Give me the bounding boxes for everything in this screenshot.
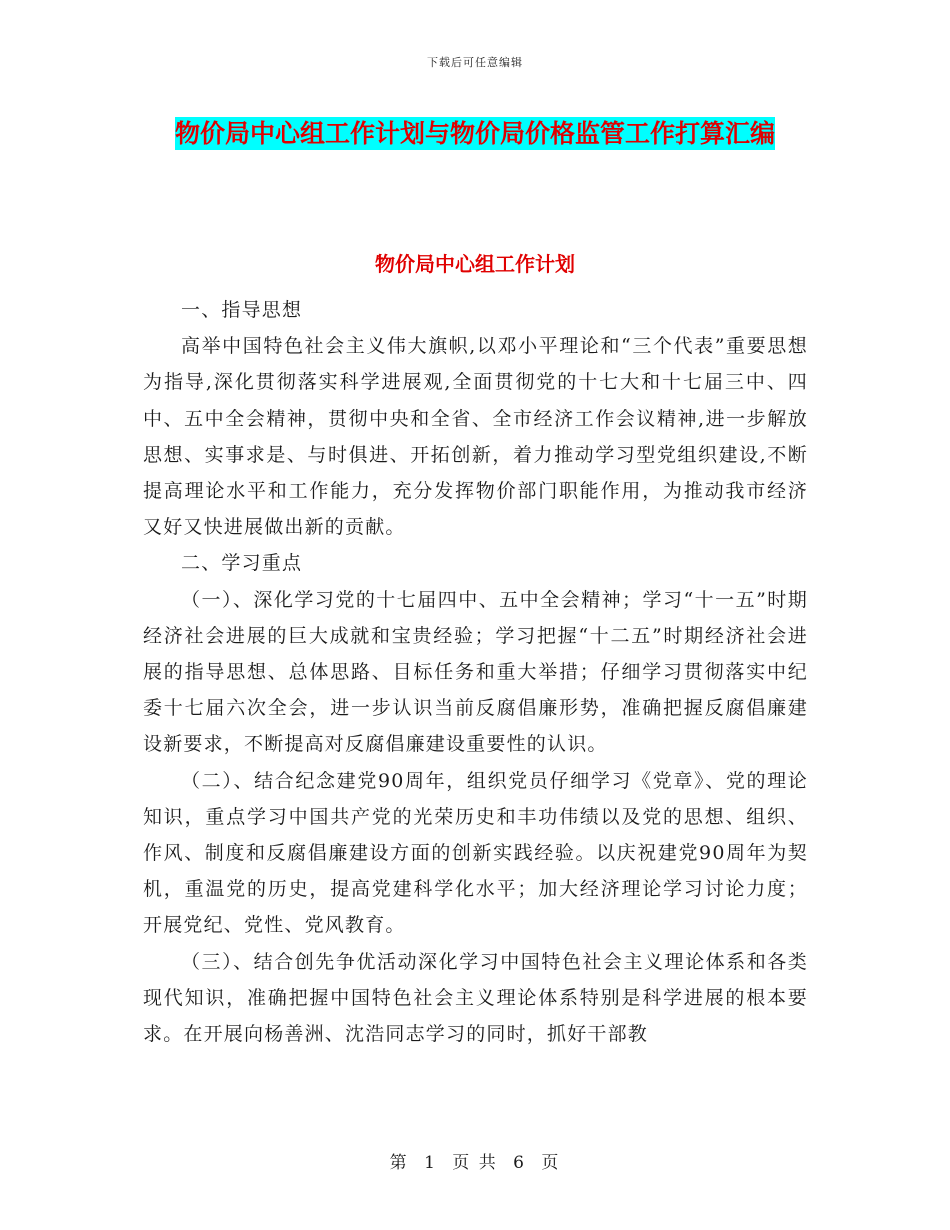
page-prefix: 第 [389,1153,409,1173]
page-total: 6 [513,1153,526,1173]
page-footer [0,1148,950,1173]
paragraph: （二）、结合纪念建党90周年，组织党员仔细学习《党章》、党的理论知识，重点学习中国共产党的光荣历史和丰功伟绩以及党的思想、组织、作风、制度和反腐倡廉建设方面的创新实践经验。以庆祝建党90周年为契机，重温党的历史，提高党建科学化水平；加大经济理论学习讨论力度；开展党纪、党性、党风教育。 [143,769,808,937]
heading-study-focus: 二、学习重点 [181,552,303,575]
header-note: 下载后可任意编辑 [427,56,523,69]
section-title: 物价局中心组工作计划 [375,252,575,276]
paragraph: （三）、结合创先争优活动深化学习中国特色社会主义理论体系和各类现代知识，准确把握中国特色社会主义理论体系特别是科学进展的根本要求。在开展向杨善洲、沈浩同志学习的同时，抓好干部教 [143,950,808,1046]
document-title [140,110,810,158]
document-title-text: 物价局中心组工作计划与物价局价格监管工作打算汇编 [174,119,775,148]
document-body [143,292,808,1052]
paragraph: 高举中国特色社会主义伟大旗帜,以邓小平理论和“三个代表”重要思想为指导,深化贯彻落实科学进展观,全面贯彻党的十七大和十七届三中、四中、五中全会精神，贯彻中央和全省、全市经济工作会议精神,进一步解放思想、实事求是、与时俱进、开拓创新，着力推动学习型党组织建设,不断提高理论水平和工作能力，充分发挥物价部门职能作用，为推动我市经济又好又快进展做出新的贡献。 [143,335,808,539]
page-middle: 页 共 [452,1153,498,1173]
page-suffix: 页 [541,1153,561,1173]
page-current: 1 [424,1153,437,1173]
heading-guiding-ideology: 一、指导思想 [181,299,303,321]
paragraph: （一）、深化学习党的十七届四中、五中全会精神；学习“十一五”时期经济社会进展的巨大成就和宝贵经验；学习把握“十二五”时期经济社会进展的指导思想、总体思路、目标任务和重大举措；仔细学习贯彻落实中纪委十七届六次全会，进一步认识当前反腐倡廉形势，准确把握反腐倡廉建设新要求，不断提高对反腐倡廉建设重要性的认识。 [143,588,808,756]
